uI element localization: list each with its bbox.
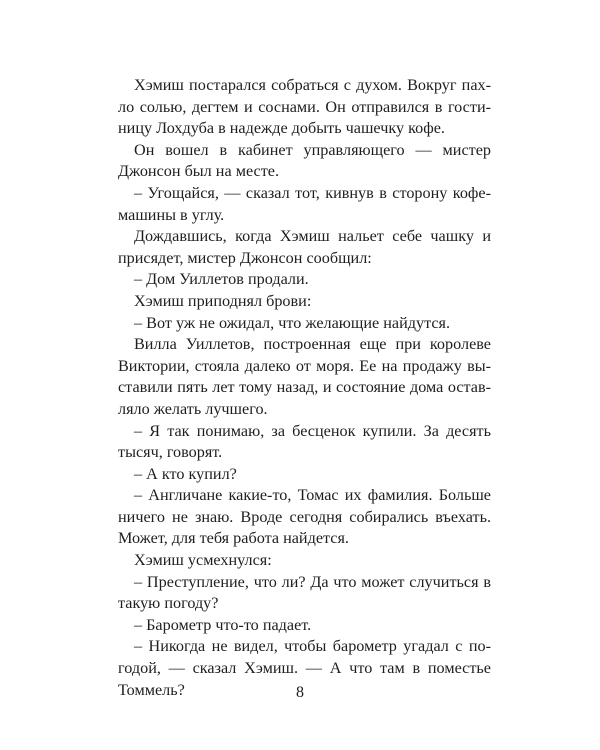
paragraph: Вилла Уиллетов, построенная еще при королеве Виктории, стояла далеко от моря. Ее на продажу выставили пять лет тому назад, и состояние дома оставляло желать лучшего. bbox=[118, 335, 491, 418]
paragraph: Хэмиш постарался собраться с духом. Вокруг пахло солью, дегтем и соснами. Он отправился в гостиницу Лохдуба в надежде добыть чашечку кофе. bbox=[118, 76, 491, 138]
paragraph: – Угощайся, — сказал тот, кивнув в сторону кофемашины в углу. bbox=[118, 183, 491, 224]
paragraph: – Англичане какие-то, Томас их фамилия. Больше ничего не знаю. Вроде сегодня собирались въехать. Может, для тебя работа найдется. bbox=[118, 486, 491, 548]
body-text bbox=[118, 75, 491, 701]
paragraph: – А кто купил? bbox=[134, 464, 237, 483]
paragraph: Хэмиш усмехнулся: bbox=[134, 551, 272, 570]
paragraph: – Преступление, что ли? Да что может случиться в такую погоду? bbox=[118, 572, 491, 613]
paragraph: – Барометр что-то падает. bbox=[134, 615, 312, 634]
paragraph: Дождавшись, когда Хэмиш нальет себе чашку и присядет, мистер Джонсон сообщил: bbox=[118, 227, 491, 267]
paragraph: Он вошел в кабинет управляющего — мистер Джонсон был на месте. bbox=[118, 140, 491, 181]
paragraph: – Я так понимаю, за бесценок купили. За десять тысяч, говорят. bbox=[118, 421, 491, 462]
paragraph: – Никогда не видел, чтобы барометр угадал с погодой, — сказал Хэмиш. — А что там в поместье Томмель? bbox=[118, 637, 491, 699]
paragraph: – Дом Уиллетов продали. bbox=[134, 270, 309, 289]
paragraph: – Вот уж не ожидал, что желающие найдутся. bbox=[134, 313, 451, 332]
paragraph: Хэмиш приподнял брови: bbox=[134, 291, 312, 310]
page-number: 8 bbox=[296, 684, 304, 701]
